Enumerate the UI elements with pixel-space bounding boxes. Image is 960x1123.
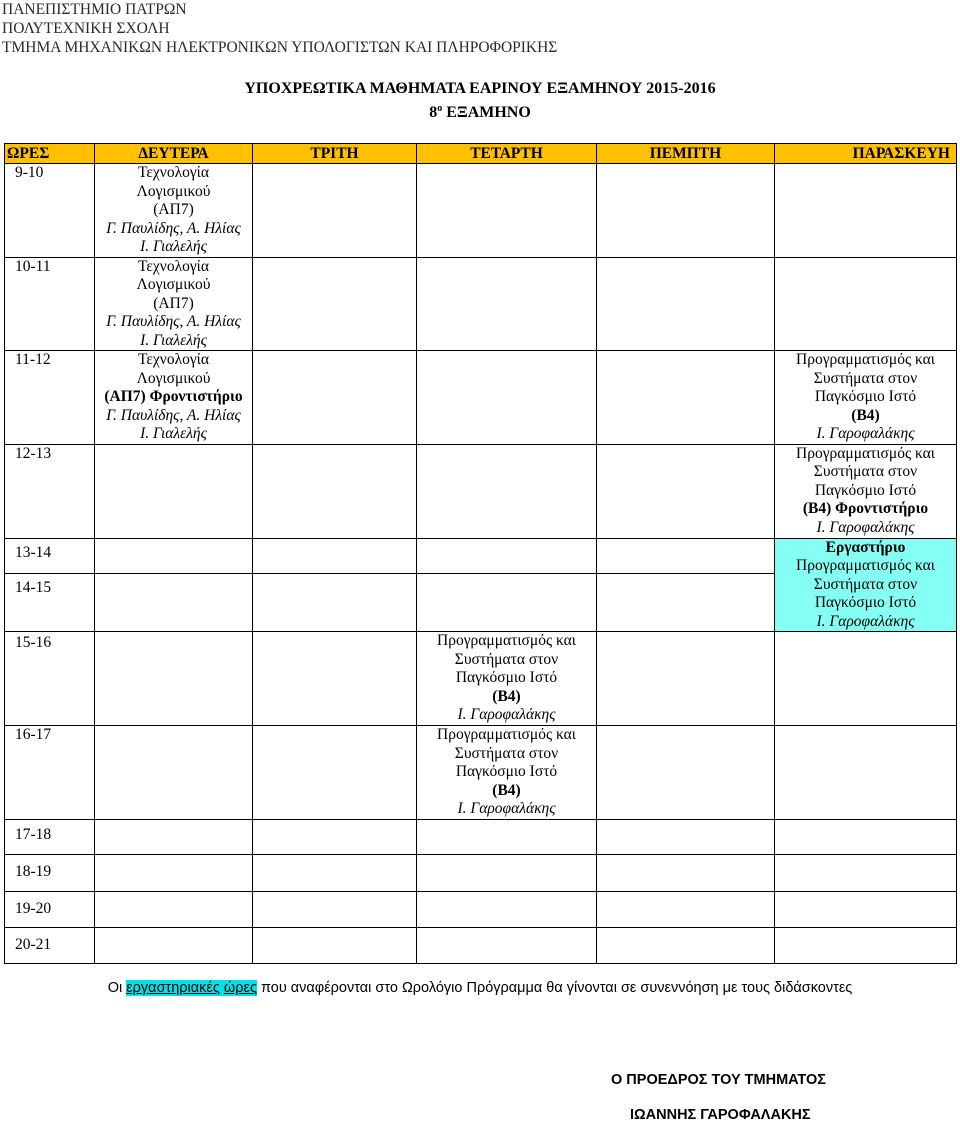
course-name: Παγκόσμιο Ιστό: [455, 763, 558, 780]
course-name: Συστήματα στον: [813, 575, 918, 593]
empty-cell: [597, 855, 775, 892]
empty-cell: [253, 632, 417, 726]
lab-label: Εργαστήριο: [825, 538, 906, 556]
school-name: ΠΟΛΥΤΕΧΝΙΚΗ ΣΧΟΛΗ: [2, 20, 170, 37]
note-prefix: Οι: [107, 980, 127, 996]
timetable-row: [5, 726, 957, 820]
column-header-thursday: ΠΕΜΠΤΗ: [597, 144, 775, 164]
course-cell: [95, 351, 253, 445]
course-instructors: Ι. Γαροφαλάκης: [457, 800, 556, 817]
note-highlight-word: ώρες: [223, 980, 257, 996]
course-cell: [417, 632, 597, 726]
empty-cell: [775, 928, 957, 964]
empty-cell: [417, 164, 597, 258]
course-name: Λογισμικού: [136, 276, 211, 293]
course-instructors: Ι. Γιαλελής: [140, 331, 207, 349]
empty-cell: [775, 820, 957, 855]
timetable-row: [5, 444, 957, 538]
timetable-row: [5, 820, 957, 855]
course-name: Προγραμματισμός και: [796, 351, 935, 368]
empty-cell: [417, 444, 597, 538]
empty-cell: [775, 892, 957, 928]
timetable-row: [5, 632, 957, 726]
course-name: Προγραμματισμός και: [437, 632, 576, 649]
empty-cell: [775, 726, 957, 820]
empty-cell: [597, 820, 775, 855]
empty-cell: [597, 257, 775, 351]
course-instructors: Ι. Γαροφαλάκης: [457, 706, 556, 723]
empty-cell: [253, 726, 417, 820]
semester-ordinal: ο: [437, 103, 443, 114]
empty-cell: [253, 351, 417, 445]
empty-cell: [253, 573, 417, 631]
hour-cell: 10-11: [5, 257, 95, 351]
note-highlight: [126, 980, 257, 996]
course-name: Παγκόσμιο Ιστό: [455, 669, 558, 686]
empty-cell: [253, 257, 417, 351]
course-cell: [95, 257, 253, 351]
department-name: ΤΜΗΜΑ ΜΗΧΑΝΙΚΩΝ ΗΛΕΚΤΡΟΝΙΚΩΝ ΥΠΟΛΟΓΙΣΤΩΝ ΚΑΙ ΠΛΗΡΟΦΟΡΙΚΗΣ: [2, 39, 558, 56]
hour-cell: 16-17: [5, 726, 95, 820]
course-instructors: Ι. Γαροφαλάκης: [816, 518, 915, 536]
empty-cell: [597, 164, 775, 258]
empty-cell: [253, 855, 417, 892]
course-name: Συστήματα στον: [454, 650, 559, 668]
course-instructors: Γ. Παυλίδης, Α. Ηλίας: [106, 406, 241, 424]
column-header-hours: ΩΡΕΣ: [5, 144, 95, 164]
hour-cell: 14-15: [5, 573, 95, 631]
column-header-tuesday: ΤΡΙΤΗ: [253, 144, 417, 164]
lab-hours-note: [0, 980, 960, 996]
course-name: Παγκόσμιο Ιστό: [814, 481, 917, 499]
empty-cell: [775, 257, 957, 351]
course-name: Παγκόσμιο Ιστό: [814, 388, 917, 405]
empty-cell: [253, 538, 417, 573]
empty-cell: [253, 164, 417, 258]
empty-cell: [597, 573, 775, 631]
semester-number: 8: [429, 104, 438, 121]
empty-cell: [417, 928, 597, 964]
timetable-row: [5, 351, 957, 445]
course-instructors: Γ. Παυλίδης, Α. Ηλίας: [106, 313, 241, 330]
signature-name: ΙΩΑΝΝΗΣ ΓΑΡΟΦΑΛΑΚΗΣ: [630, 1107, 811, 1123]
lab-cell: [775, 538, 957, 632]
empty-cell: [95, 444, 253, 538]
course-cell: [95, 164, 253, 258]
empty-cell: [95, 632, 253, 726]
course-instructors: Ι. Γαροφαλάκης: [816, 425, 915, 442]
hour-cell: 11-12: [5, 351, 95, 445]
course-name: Προγραμματισμός και: [796, 444, 935, 462]
column-header-monday: ΔΕΥΤΕΡΑ: [95, 144, 253, 164]
empty-cell: [775, 855, 957, 892]
semester-label: ΕΞΑΜΗΝΟ: [442, 104, 531, 121]
hour-cell: 13-14: [5, 538, 95, 573]
course-instructors: Ι. Γαροφαλάκης: [816, 612, 915, 630]
empty-cell: [253, 444, 417, 538]
course-name: Τεχνολογία: [138, 164, 209, 181]
course-instructors: Γ. Παυλίδης, Α. Ηλίας: [106, 219, 241, 237]
column-header-wednesday: ΤΕΤΑΡΤΗ: [417, 144, 597, 164]
course-name: Συστήματα στον: [813, 463, 918, 480]
course-room: (ΑΠ7): [153, 201, 194, 218]
column-header-friday: ΠΑΡΑΣΚΕΥΗ: [775, 144, 957, 164]
semester-title: [0, 99, 960, 123]
empty-cell: [95, 892, 253, 928]
course-cell: [417, 726, 597, 820]
empty-cell: [253, 928, 417, 964]
empty-cell: [597, 632, 775, 726]
course-name: Τεχνολογία: [138, 351, 209, 368]
empty-cell: [95, 538, 253, 573]
hour-cell: 18-19: [5, 855, 95, 892]
hour-cell: 17-18: [5, 820, 95, 855]
course-cell: [775, 351, 957, 445]
empty-cell: [95, 820, 253, 855]
empty-cell: [417, 351, 597, 445]
university-name: ΠΑΝΕΠΙΣΤΗΜΙΟ ΠΑΤΡΩΝ: [2, 1, 187, 18]
empty-cell: [597, 351, 775, 445]
empty-cell: [417, 257, 597, 351]
course-name: Λογισμικού: [136, 369, 211, 387]
empty-cell: [95, 928, 253, 964]
timetable-row: [5, 855, 957, 892]
empty-cell: [253, 892, 417, 928]
empty-cell: [95, 855, 253, 892]
hour-cell: 19-20: [5, 892, 95, 928]
timetable-row: [5, 257, 957, 351]
timetable-header-row: [5, 144, 957, 164]
course-name: Συστήματα στον: [813, 369, 918, 387]
document-title: [0, 79, 960, 123]
empty-cell: [95, 573, 253, 631]
empty-cell: [253, 820, 417, 855]
note-suffix: που αναφέρονται στο Ωρολόγιο Πρόγραμμα θα γίνονται σε συνεννόηση με τους διδάσκοντες: [256, 980, 853, 996]
course-name: Προγραμματισμός και: [796, 557, 935, 574]
timetable-row: [5, 538, 957, 573]
empty-cell: [417, 820, 597, 855]
course-room: (Β4) Φροντιστήριο: [802, 500, 929, 517]
empty-cell: [597, 538, 775, 573]
empty-cell: [417, 855, 597, 892]
hour-cell: 20-21: [5, 928, 95, 964]
course-room: (Β4): [492, 781, 521, 799]
empty-cell: [597, 726, 775, 820]
schedule-title: ΥΠΟΧΡΕΩΤΙΚΑ ΜΑΘΗΜΑΤΑ ΕΑΡΙΝΟΥ ΕΞΑΜΗΝΟΥ 2015-2016: [244, 80, 716, 97]
course-room: (Β4): [492, 687, 521, 705]
empty-cell: [95, 726, 253, 820]
hour-cell: 9-10: [5, 164, 95, 258]
timetable-row: [5, 892, 957, 928]
course-name: Προγραμματισμός και: [437, 726, 576, 743]
course-name: Λογισμικού: [136, 182, 211, 200]
course-room: (ΑΠ7): [153, 294, 194, 312]
institution-header: [2, 0, 557, 57]
course-instructors: Ι. Γιαλελής: [140, 238, 207, 255]
timetable: [4, 143, 957, 964]
course-cell: [775, 444, 957, 538]
timetable-row: [5, 164, 957, 258]
empty-cell: [775, 164, 957, 258]
note-highlight-word: εργαστηριακές: [126, 980, 220, 996]
course-room: (Β4): [851, 406, 880, 424]
course-name: Παγκόσμιο Ιστό: [814, 594, 917, 611]
hour-cell: 12-13: [5, 444, 95, 538]
empty-cell: [597, 892, 775, 928]
empty-cell: [775, 632, 957, 726]
course-room: (ΑΠ7) Φροντιστήριο: [104, 388, 243, 405]
course-name: Τεχνολογία: [138, 257, 209, 275]
empty-cell: [417, 892, 597, 928]
course-name: Συστήματα στον: [454, 744, 559, 762]
empty-cell: [417, 538, 597, 573]
empty-cell: [597, 928, 775, 964]
empty-cell: [417, 573, 597, 631]
signature-role: Ο ΠΡΟΕΔΡΟΣ ΤΟΥ ΤΜΗΜΑΤΟΣ: [611, 1072, 827, 1088]
hour-cell: 15-16: [5, 632, 95, 726]
timetable-row: [5, 928, 957, 964]
course-instructors: Ι. Γιαλελής: [140, 425, 207, 442]
empty-cell: [597, 444, 775, 538]
